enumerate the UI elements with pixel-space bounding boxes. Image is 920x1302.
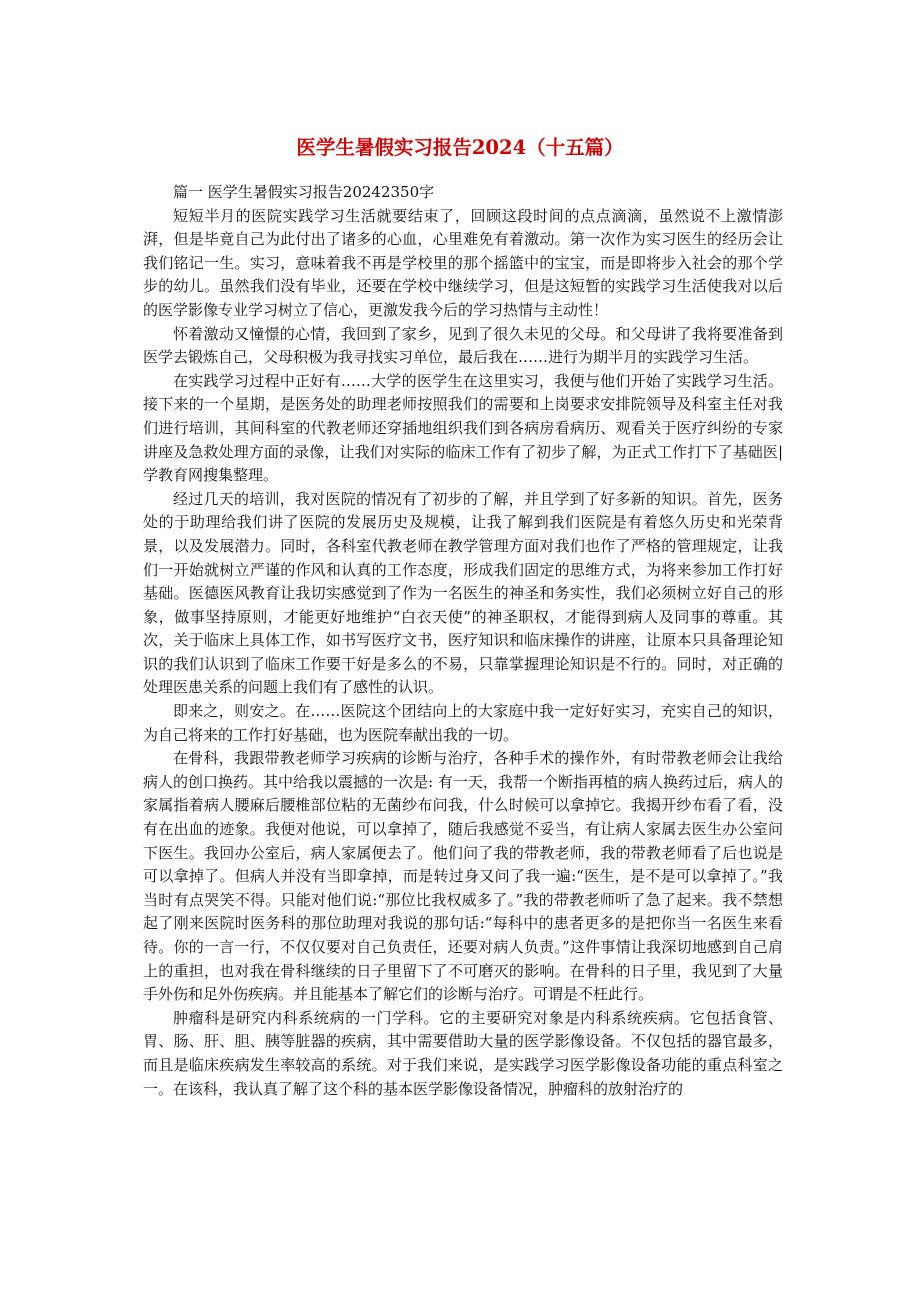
document-body bbox=[143, 181, 783, 1101]
paragraph: 短短半月的医院实践学习生活就要结束了，回顾这段时间的点点滴滴，虽然说不上激情澎湃，但是毕竟自己为此付出了诸多的心血，心里难免有着激动。第一次作为实习医生的经历会让我们铭记一生。实习，意味着我不再是学校里的那个摇篮中的宝宝，而是即将步入社会的那个学步的幼儿。虽然我们没有毕业，还要在学校中继续学习，但是这短暂的实践学习生活使我对以后的医学影像专业学习树立了信心，更激发我今后的学习热情与主动性！ bbox=[143, 206, 783, 319]
document-title: 医学生暑假实习报告2024（十五篇） bbox=[296, 136, 624, 160]
paragraph: 肿瘤科是研究内科系统病的一门学科。它的主要研究对象是内科系统疾病。它包括食管、胃、肠、肝、胆、胰等脏器的疾病，其中需要借助大量的医学影像设备。不仅包括的器官最多，而且是临床疾病发生率较高的系统。对于我们来说，是实践学习医学影像设备功能的重点科室之一。在该科，我认真了解了这个科的基本医学影像设备情况，肿瘤科的放射治疗的 bbox=[143, 1008, 783, 1098]
paragraph: 在骨科，我跟带教老师学习疾病的诊断与治疗，各种手术的操作外，有时带教老师会让我给病人的创口换药。其中给我以震撼的一次是: 有一天，我帮一个断指再植的病人换药过后，病人的家属指着病人腰麻后腰椎部位粘的无菌纱布问我，什么时候可以拿掉它。我揭开纱布看了看，没有在出血的迹象。我便对他说，可以拿掉了，随后我感觉不妥当，有让病人家属去医生办公室问下医生。我回办公室后，病人家属便去了。他们问了我的带教老师，我的带教老师看了后也说是可以拿掉了。但病人并没有当即拿掉，而是转过身又问了我一遍:“医生，是不是可以拿掉了。”我当时有点哭笑不得。只能对他们说:“那位比我权威多了。”我的带教老师听了急了起来。我不禁想起了刚来医院时医务科的那位助理对我说的那句话:“每科中的患者更多的是把你当一名医生来看待。你的一言一行，不仅仅要对自己负责任，还要对病人负责。”这件事情让我深切地感到自己肩上的重担，也对我在骨科继续的日子里留下了不可磨灭的影响。在骨科的日子里，我见到了大量手外伤和足外伤疾病。并且能基本了解它们的诊断与治疗。可谓是不枉此行。 bbox=[143, 749, 783, 1004]
paragraph: 即来之，则安之。在……医院这个团结向上的大家庭中我一定好好实习，充实自己的知识，为自己将来的工作打好基础，也为医院奉献出我的一切。 bbox=[143, 702, 783, 744]
paragraph: 在实践学习过程中正好有……大学的医学生在这里实习，我便与他们开始了实践学习生活。接下来的一个星期，是医务处的助理老师按照我们的需要和上岗要求安排院领导及科室主任对我们进行培训，其间科室的代教老师还穿插地组织我们到各病房看病历、观看关于医疗纠纷的专家讲座及急救处理方面的录像，让我们对实际的临床工作有了初步了解，为正式工作打下了基础医|学教育网搜集整理。 bbox=[143, 371, 783, 485]
paragraph: 怀着激动又憧憬的心情，我回到了家乡，见到了很久未见的父母。和父母讲了我将要准备到医学去锻炼自己，父母积极为我寻找实习单位，最后我在……进行为期半月的实践学习生活。 bbox=[143, 324, 783, 367]
paragraph: 经过几天的培训，我对医院的情况有了初步的了解，并且学到了好多新的知识。首先，医务处的于助理给我们讲了医院的发展历史及规模，让我了解到我们医院是有着悠久历史和光荣背景，以及发展潜力。同时，各科室代教老师在教学管理方面对我们也作了严格的管理规定，让我们一开始就树立严谨的作风和认真的工作态度，形成我们固定的思维方式，为将来参加工作打好基础。医德医风教育让我切实感觉到了作为一名医生的神圣和务实性，我们必须树立好自己的形象，做事坚持原则，才能更好地维护“白衣天使”的神圣职权，才能得到病人及同事的尊重。其次，关于临床上具体工作，如书写医疗文书，医疗知识和临床操作的讲座，让原本只具备理论知识的我们认识到了临床工作要干好是多么的不易，只靠掌握理论知识是不行的。同时，对正确的处理医患关系的问题上我们有了感性的认识。 bbox=[143, 489, 783, 697]
section-heading: 篇一 医学生暑假实习报告20242350字 bbox=[173, 183, 435, 201]
